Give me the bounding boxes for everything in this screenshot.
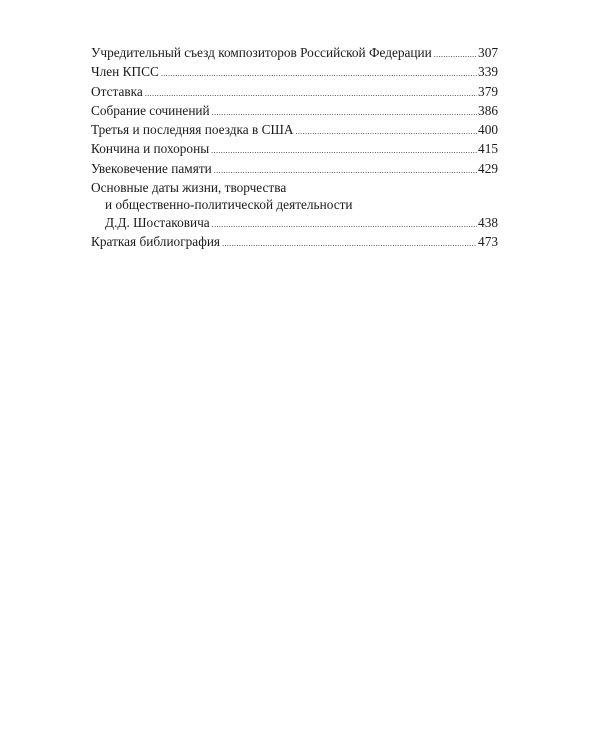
dot-leader <box>161 65 477 82</box>
toc-page-number: 307 <box>478 45 498 60</box>
toc-entry-title: Кончина и похороны <box>91 141 210 157</box>
dot-leader <box>214 162 477 179</box>
dot-leader <box>295 123 477 140</box>
toc-page-number: 429 <box>478 160 498 176</box>
toc-entry-title: Отставка <box>91 83 143 99</box>
toc-entry-congress[interactable] <box>91 44 498 63</box>
dot-leader <box>212 216 477 233</box>
toc-entry-resignation[interactable] <box>91 83 498 102</box>
toc-page-number: 415 <box>478 141 498 157</box>
toc-entry-title: Краткая библиография <box>91 233 221 249</box>
toc-entry-last-line <box>91 214 498 233</box>
toc-entry-title: Третья и последняя поездка в США <box>91 122 294 138</box>
toc-entry-title: Учредительный съезд композиторов Российской Федерации <box>91 45 432 60</box>
toc-entry-memorial[interactable] <box>91 160 498 179</box>
toc-entry-title: Увековечение памяти <box>91 160 212 176</box>
toc-entry-collected-works[interactable] <box>91 102 498 121</box>
toc-entry-title-line-3: Д.Д. Шостаковича <box>105 214 210 230</box>
toc-entry-chronology[interactable] <box>91 179 498 233</box>
toc-entry-cpsu[interactable] <box>91 63 498 82</box>
toc-entry-bibliography[interactable] <box>91 233 498 252</box>
dot-leader <box>211 142 477 159</box>
toc-page-number: 379 <box>478 83 498 99</box>
toc-page-number: 400 <box>478 122 498 138</box>
dot-leader <box>434 46 477 63</box>
dot-leader <box>222 235 477 252</box>
toc-page-number: 339 <box>478 64 498 80</box>
toc-entry-title-line-2: и общественно-политической деятельности <box>105 197 353 213</box>
table-of-contents <box>91 44 498 252</box>
toc-entry-title: Собрание сочинений <box>91 102 210 118</box>
toc-entry-title: Член КПСС <box>91 64 159 80</box>
toc-page-number: 473 <box>478 233 498 249</box>
toc-page-number: 438 <box>478 214 498 230</box>
dot-leader <box>212 104 477 121</box>
dot-leader <box>145 85 477 102</box>
toc-entry-usa-trip[interactable] <box>91 121 498 140</box>
toc-entry-death-funeral[interactable] <box>91 140 498 159</box>
toc-page-number: 386 <box>478 102 498 118</box>
toc-entry-title-line-1: Основные даты жизни, творчества <box>91 180 287 196</box>
